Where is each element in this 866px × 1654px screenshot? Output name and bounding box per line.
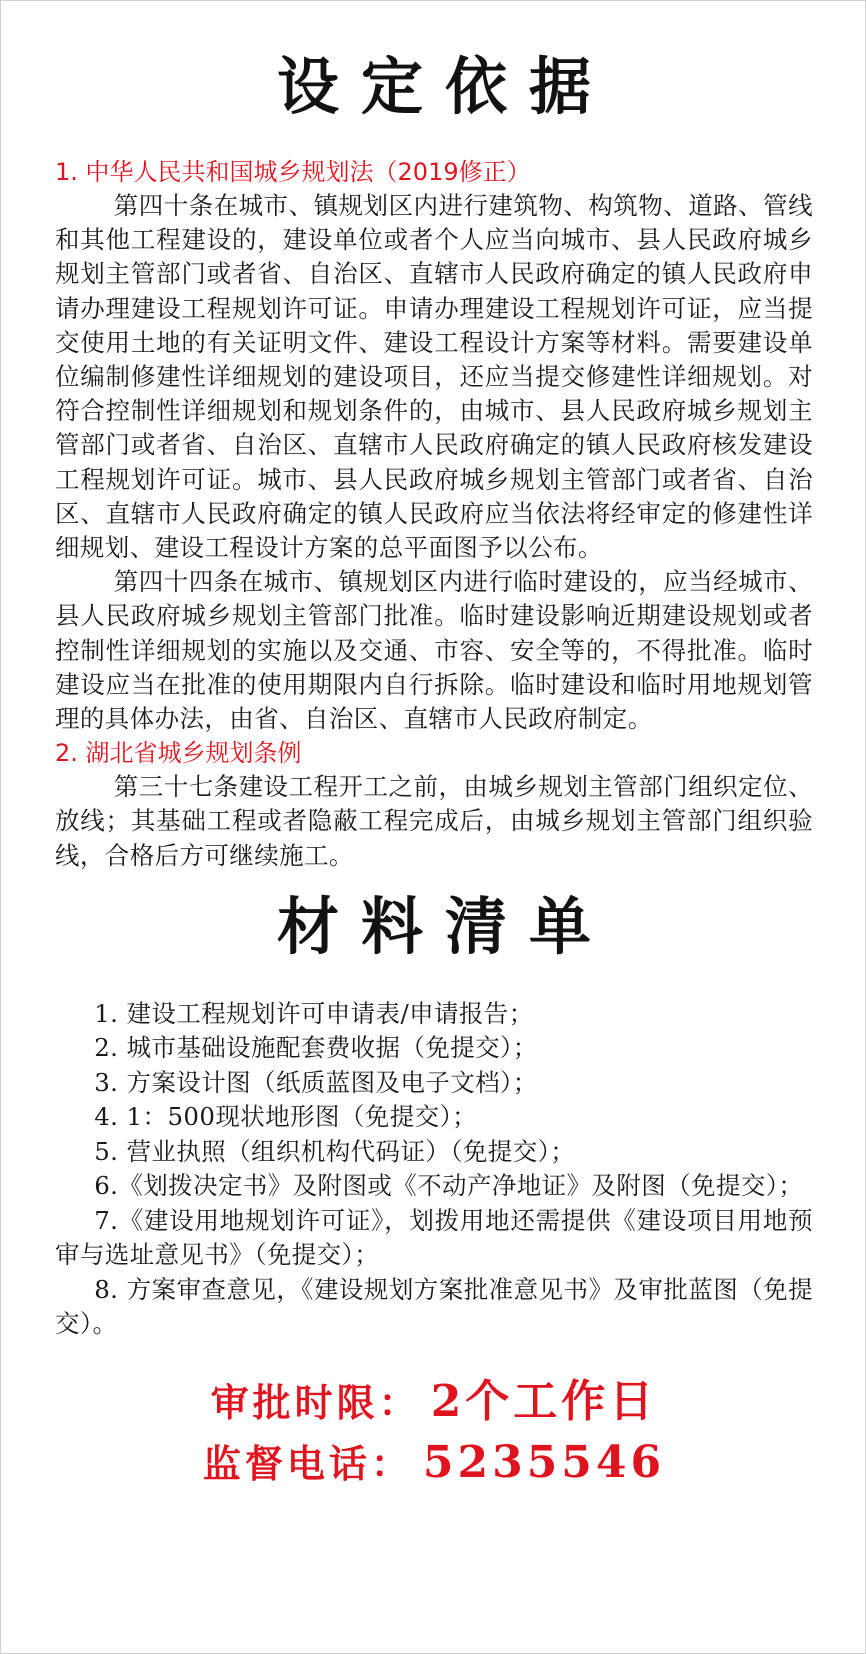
material-item: 3. 方案设计图（纸质蓝图及电子文档）； [94, 1067, 538, 1097]
law-section-2 [55, 736, 813, 873]
materials-title: 材料清单 [276, 889, 613, 963]
time-limit-label: 审批时限： [210, 1380, 421, 1425]
supervision-phone [55, 1435, 813, 1492]
material-item: 2. 城市基础设施配套费收据（免提交）； [94, 1033, 538, 1063]
law-article-40: 第四十条在城市、镇规划区内进行建筑物、构筑物、道路、管线和其他工程建设的，建设单位或者个人应当向城市、县人民政府城乡规划主管部门或者省、自治区、直辖市人民政府确定的镇人民政府申请办理建设工程规划许可证。申请办理建设工程规划许可证，应当提交使用土地的有关证明文件、建设工程设计方案等材料。需要建设单位编制修建性详细规划的建设项目，还应当提交修建性详细规划。对符合控制性详细规划和规划条件的，由城市、县人民政府城乡规划主管部门或者省、自治区、直辖市人民政府确定的镇人民政府核发建设工程规划许可证。城市、县人民政府城乡规划主管部门或者省、自治区、直辖市人民政府确定的镇人民政府应当依法将经审定的修建性详细规划、建设工程设计方案的总平面图予以公布。 [55, 191, 813, 563]
material-item: 6.《划拨决定书》及附图或《不动产净地证》及附图（免提交）； [94, 1171, 804, 1201]
phone-label: 监督电话： [202, 1441, 413, 1486]
basis-title: 设定依据 [276, 50, 613, 123]
materials-list [55, 997, 813, 1342]
time-limit-value: 2个工作日 [430, 1375, 658, 1427]
material-item: 4. 1：500现状地形图（免提交）； [94, 1102, 478, 1132]
law-heading: 1. 中华人民共和国城乡规划法（2019修正） [55, 158, 531, 186]
law-heading: 2. 湖北省城乡规划条例 [55, 739, 302, 768]
material-item: 8. 方案审查意见，《建设规划方案批准意见书》及审批蓝图（免提交）。 [55, 1274, 813, 1339]
approval-time-limit [55, 1374, 813, 1431]
law-article-37: 第三十七条建设工程开工之前，由城乡规划主管部门组织定位、放线；其基础工程或者隐蔽工程完成后，由城乡规划主管部门组织验线，合格后方可继续施工。 [55, 772, 813, 870]
material-item: 7.《建设用地规划许可证》，划拨用地还需提供《建设项目用地预审与选址意见书》（免提交）； [55, 1205, 813, 1270]
material-item: 1. 建设工程规划许可申请表/申请报告； [94, 998, 534, 1028]
material-item: 5. 营业执照（组织机构代码证）（免提交）； [94, 1136, 576, 1166]
law-section-1 [55, 155, 813, 736]
phone-value: 5235546 [422, 1436, 666, 1488]
law-article-44: 第四十四条在城市、镇规划区内进行临时建设的，应当经城市、县人民政府城乡规划主管部门批准。临时建设影响近期建设规划或者控制性详细规划的实施以及交通、市容、安全等的，不得批准。临时建设应当在批准的使用期限内自行拆除。临时建设和临时用地规划管理的具体办法，由省、自治区、直辖市人民政府制定。 [55, 567, 813, 734]
